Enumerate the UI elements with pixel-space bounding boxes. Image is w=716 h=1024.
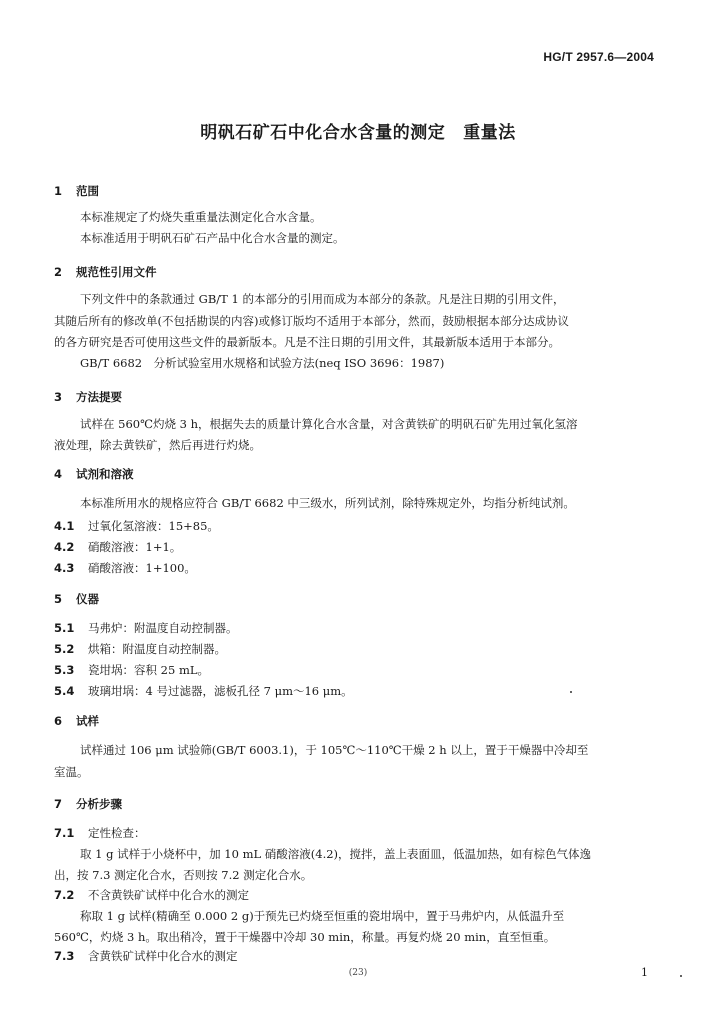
scan-speck — [570, 691, 572, 693]
section-heading-normative-references: 2 规范性引用文件 — [54, 265, 157, 279]
section-heading-principle: 3 方法提要 — [54, 390, 122, 404]
procedure-subheading: 7.1 定性检查： — [54, 826, 146, 840]
scope-line-2: 本标准适用于明矾石矿石产品中化合水含量的测定。 — [80, 231, 345, 245]
refs-line-3: 的各方研究是否可使用这些文件的最新版本。凡是不注日期的引用文件，其最新版本适用于本部分。 — [54, 335, 560, 349]
scan-speck — [680, 975, 682, 977]
principle-line-1: 试样在 560℃灼烧 3 h，根据失去的质量计算化合水含量，对含黄铁矿的明矾石矿先用过氧化氢溶 — [80, 417, 578, 431]
procedure-subheading: 7.3 含黄铁矿试样中化合水的测定 — [54, 949, 238, 963]
scope-line-1: 本标准规定了灼烧失重重量法测定化合水含量。 — [80, 210, 322, 224]
reagent-item: 4.1 过氧化氢溶液：15+85。 — [54, 519, 219, 533]
reagent-item: 4.2 硝酸溶液：1+1。 — [54, 540, 182, 554]
apparatus-item: 5.4 玻璃坩埚：4 号过滤器，滤板孔径 7 μm～16 μm。 — [54, 684, 353, 698]
footer-sequence-number: (23) — [348, 968, 368, 978]
apparatus-item: 5.2 烘箱：附温度自动控制器。 — [54, 642, 226, 656]
page-number: 1 — [641, 966, 648, 979]
reagents-intro: 本标准所用水的规格应符合 GB/T 6682 中三级水，所列试剂，除特殊规定外，均指分析纯试剂。 — [80, 496, 575, 510]
sample-line-1: 试样通过 106 μm 试验筛(GB/T 6003.1)，于 105℃～110℃干燥 2 h 以上，置于干燥器中冷却至 — [80, 743, 589, 757]
section-heading-reagents: 4 试剂和溶液 — [54, 467, 134, 481]
procedure-subheading: 7.2 不含黄铁矿试样中化合水的测定 — [54, 888, 249, 902]
title-main: 明矾石矿石中化合水含量的测定 — [200, 123, 446, 143]
qualitative-line-1: 取 1 g 试样于小烧杯中，加 10 mL 硝酸溶液(4.2)，搅拌，盖上表面皿，低温加热，如有棕色气体逸 — [80, 847, 592, 861]
title-method: 重量法 — [463, 123, 516, 143]
apparatus-item: 5.1 马弗炉：附温度自动控制器。 — [54, 621, 238, 635]
refs-line-2: 其随后所有的修改单(不包括勘误的内容)或修订版均不适用于本部分，然而，鼓励根据本部分达成协议 — [54, 314, 569, 328]
qualitative-line-2: 出，按 7.3 测定化合水，否则按 7.2 测定化合水。 — [54, 868, 313, 882]
section-heading-scope: 1 范围 — [54, 184, 99, 198]
determination-line-2: 560℃，灼烧 3 h。取出稍冷，置于干燥器中冷却 30 min，称量。再复灼烧 20 min，直至恒重。 — [54, 930, 556, 944]
refs-line-1: 下列文件中的条款通过 GB/T 1 的本部分的引用而成为本部分的条款。凡是注日期的引用文件， — [80, 292, 565, 306]
sample-line-2: 室温。 — [54, 765, 89, 779]
apparatus-item: 5.3 瓷坩埚：容积 25 mL。 — [54, 663, 209, 677]
determination-line-1: 称取 1 g 试样(精确至 0.000 2 g)于预先已灼烧至恒重的瓷坩埚中，置于马弗炉内，从低温升至 — [80, 909, 565, 923]
section-heading-sample: 6 试样 — [54, 714, 99, 728]
section-heading-procedure: 7 分析步骤 — [54, 797, 122, 811]
refs-line-4: GB/T 6682 分析试验室用水规格和试验方法(neq ISO 3696：1987) — [80, 356, 445, 370]
section-heading-apparatus: 5 仪器 — [54, 592, 99, 606]
standard-number: HG/T 2957.6—2004 — [543, 50, 654, 64]
page-title — [0, 118, 716, 143]
reagent-item: 4.3 硝酸溶液：1+100。 — [54, 561, 196, 575]
principle-line-2: 液处理，除去黄铁矿，然后再进行灼烧。 — [54, 438, 261, 452]
